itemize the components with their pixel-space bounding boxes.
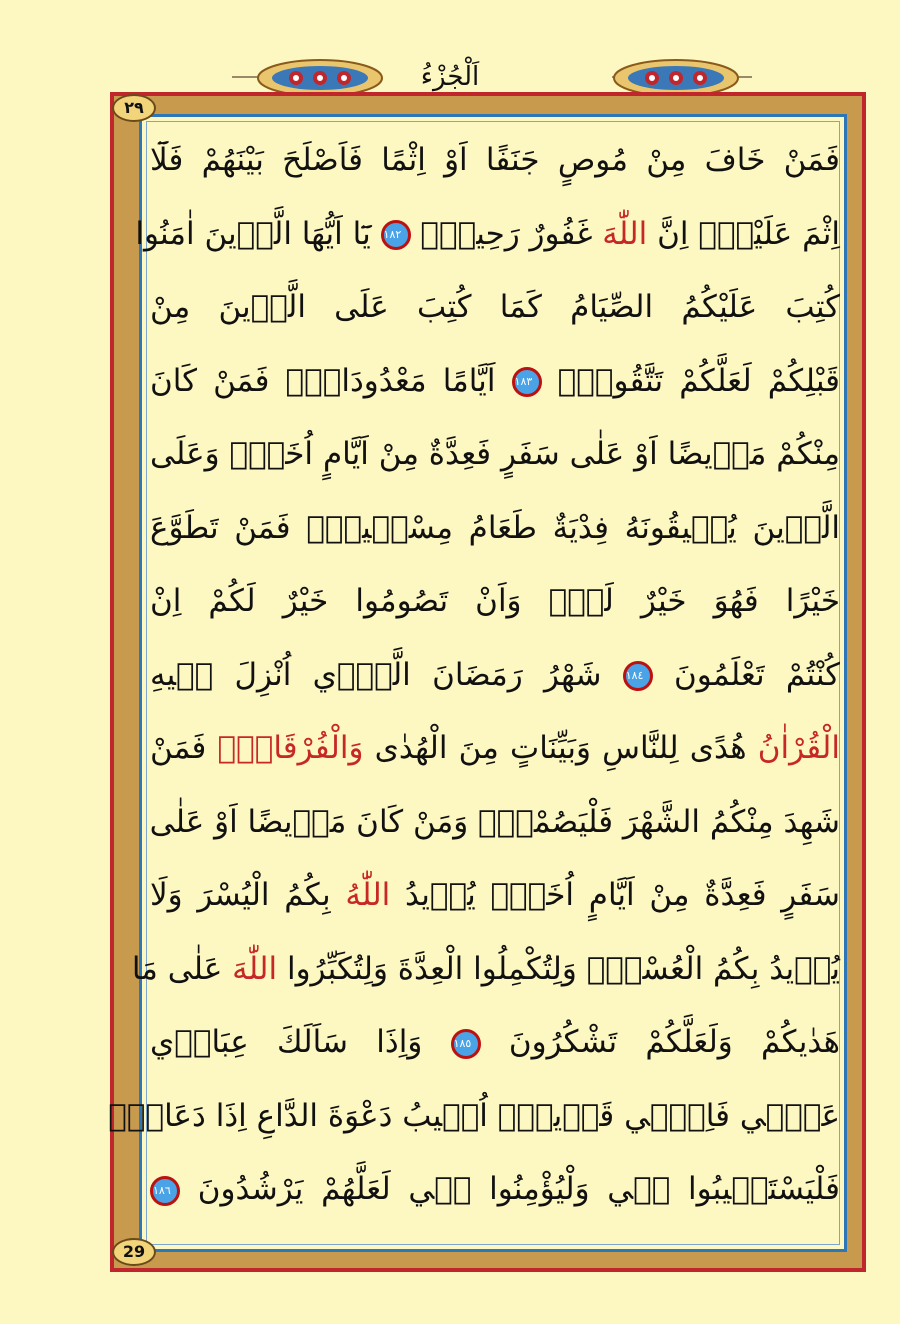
ayah-number-marker: ١٨٤ xyxy=(623,661,653,691)
text-line xyxy=(150,351,840,411)
page-number-top: ٢٩ xyxy=(112,94,156,122)
text-line xyxy=(150,498,840,558)
text-line xyxy=(150,1159,840,1219)
verse-text: شَهْرُ رَمَضَانَ الَّذ۪ٓي اُنْزِلَ ف۪يهِ xyxy=(150,656,623,693)
text-line xyxy=(150,571,840,631)
text-line xyxy=(131,939,840,999)
verse-text: قَبْلِكُمْ لَعَلَّكُمْ تَتَّقُونَۙ xyxy=(541,362,840,399)
verse-text: فَمَنْ xyxy=(150,730,218,766)
verse-text: غَفُورٌ رَحِيمٌ۟ xyxy=(410,215,603,252)
verse-text: بِكُمُ الْيُسْرَ وَلَا xyxy=(150,877,346,913)
text-line xyxy=(150,865,840,925)
juz-title: اَلْجُزْءُ xyxy=(420,62,480,92)
verse-text: هُدًى لِلنَّاسِ وَبَيِّنَاتٍ مِنَ الْهُدٰى xyxy=(363,730,758,766)
text-line xyxy=(150,645,840,705)
highlighted-word: الْقُرْاٰنُ xyxy=(757,730,840,766)
highlighted-word: وَالْفُرْقَانِۚ xyxy=(217,730,364,766)
verse-text: يَٓا اَيُّهَا الَّذ۪ينَ اٰمَنُوا xyxy=(135,215,381,252)
verse-text: سَفَرٍ فَعِدَّةٌ مِنْ اَيَّامٍ اُخَرَۜ يُر۪يدُ xyxy=(390,877,841,913)
verse-text: كُنْتُمْ تَعْلَمُونَ xyxy=(652,656,840,693)
verse-text: اِثْمَ عَلَيْهِۜ اِنَّ xyxy=(647,215,840,252)
text-line xyxy=(150,792,840,852)
text-line xyxy=(108,1086,840,1146)
verse-text: فَمَنْ خَافَ مِنْ مُوصٍ جَنَفًا اَوْ اِثْمًا فَاَصْلَحَ بَيْنَهُمْ فَلَٓا xyxy=(150,142,840,178)
highlighted-word: اللّٰهَ xyxy=(602,215,648,252)
verse-text: عَنّ۪ي فَاِنّ۪ي قَر۪يبٌۜ اُج۪يبُ دَعْوَةَ الدَّاعِ اِذَا دَعَانِۙ xyxy=(108,1097,840,1134)
verse-text: مِنْكُمْ مَر۪يضًا اَوْ عَلٰى سَفَرٍ فَعِدَّةٌ مِنْ اَيَّامٍ اُخَرَۜ وَعَلَى xyxy=(150,436,840,472)
text-line xyxy=(150,277,840,337)
verse-text: اَيَّامًا مَعْدُودَاتٍۜ فَمَنْ كَانَ xyxy=(150,362,512,399)
verse-text: فَلْيَسْتَج۪يبُوا ل۪ي وَلْيُؤْمِنُوا ب۪ي لَعَلَّهُمْ يَرْشُدُونَ xyxy=(180,1171,840,1207)
verse-text: شَهِدَ مِنْكُمُ الشَّهْرَ فَلْيَصُمْهُۜ وَمَنْ كَانَ مَر۪يضًا اَوْ عَلٰى xyxy=(149,803,840,840)
text-line xyxy=(150,1012,840,1072)
ayah-number-marker: ١٨٦ xyxy=(150,1176,180,1206)
verse-text: وَاِذَا سَاَلَكَ عِبَاد۪ي xyxy=(150,1024,451,1060)
ayah-number-marker: ١٨٣ xyxy=(512,367,542,397)
text-line xyxy=(150,718,840,778)
ayah-number-marker: ١٨٥ xyxy=(451,1029,481,1059)
verse-text: عَلٰى مَا xyxy=(131,950,233,987)
text-line xyxy=(150,130,840,190)
verse-text: يُر۪يدُ بِكُمُ الْعُسْرَۘ وَلِتُكْمِلُوا الْعِدَّةَ وَلِتُكَبِّرُوا xyxy=(277,950,840,987)
verse-text: هَدٰيكُمْ وَلَعَلَّكُمْ تَشْكُرُونَ xyxy=(480,1024,841,1060)
quran-text-body xyxy=(108,130,841,1240)
highlighted-word: اللّٰهَ xyxy=(232,950,278,987)
verse-text: خَيْرًا فَهُوَ خَيْرٌ لَهُۜ وَاَنْ تَصُومُوا خَيْرٌ لَكُمْ اِنْ xyxy=(150,583,840,619)
page-number-bottom: 29 xyxy=(112,1238,156,1266)
highlighted-word: اللّٰهُ xyxy=(345,877,391,913)
ayah-number-marker: ١٨٢ xyxy=(381,220,411,250)
text-line xyxy=(150,424,840,484)
verse-text: كُتِبَ عَلَيْكُمُ الصِّيَامُ كَمَا كُتِبَ عَلَى الَّذ۪ينَ مِنْ xyxy=(150,289,840,325)
text-line xyxy=(135,204,840,264)
verse-text: الَّذ۪ينَ يُط۪يقُونَهُ فِدْيَةٌ طَعَامُ مِسْك۪ينٍۜ فَمَنْ تَطَوَّعَ xyxy=(150,509,840,546)
